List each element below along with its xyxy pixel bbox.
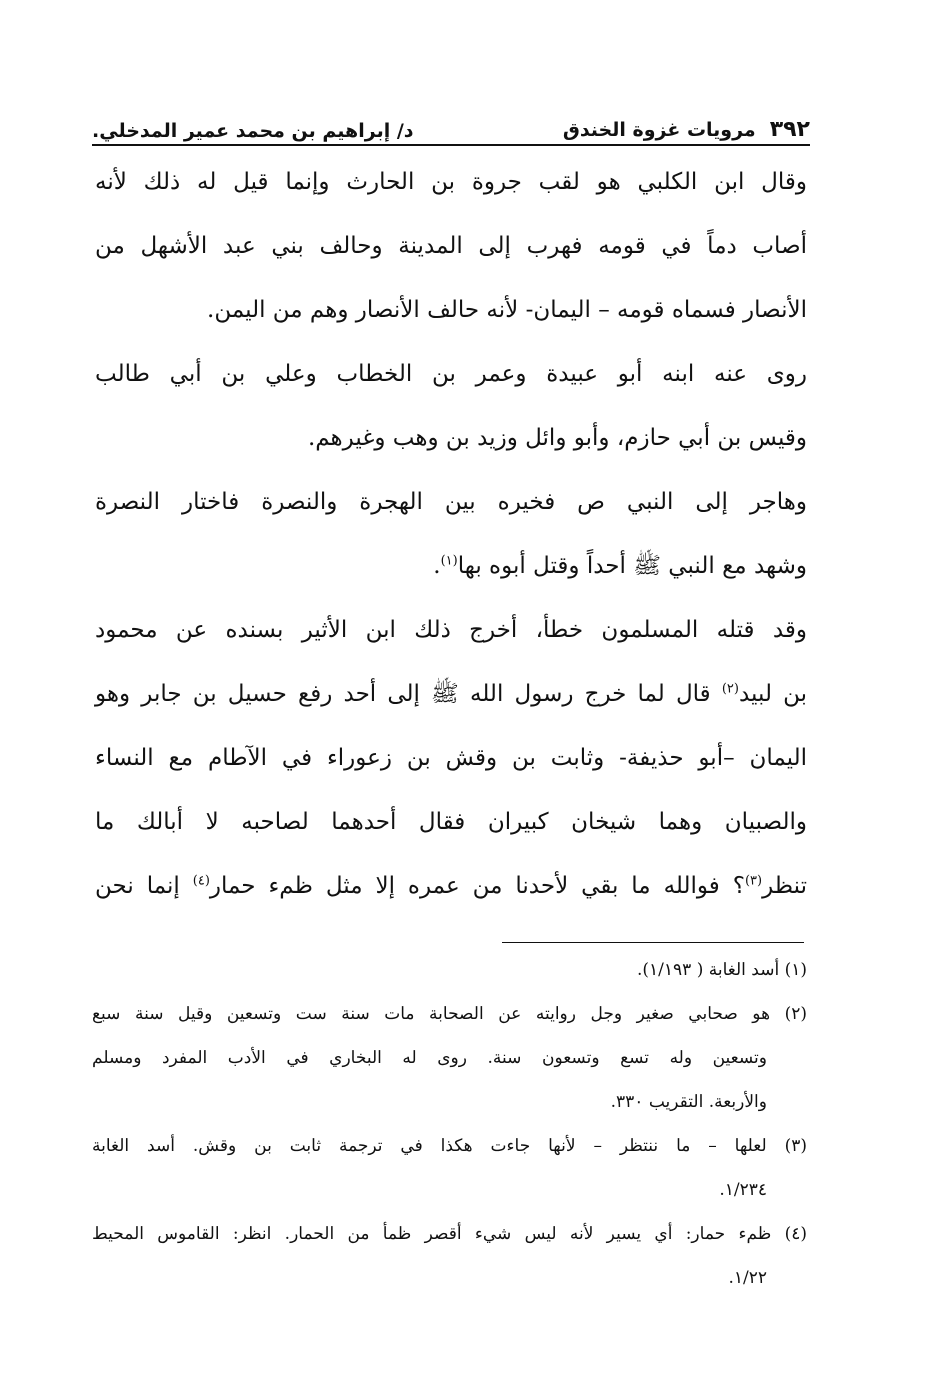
body-line-text: قال لما خرج رسول الله ﷺ إلى أحد رفع حسيل بن جابر وهو [95,681,711,707]
footnote-line: (١) أسد الغابة ( ١/١٩٣). [637,960,807,980]
footnote-ref-2[interactable]: (٢) [721,681,739,697]
body-line: أصاب دماً في قومه فهرب إلى المدينة وحالف بني عبد الأشهل من [95,233,807,259]
main-text [95,150,807,918]
header-right [563,117,810,142]
footnote-line: (٤) ظمء حمار: أي يسير لأنه ليس شيء أقصر ظمأ من الحمار. انظر: القاموس المحيط [92,1224,807,1244]
book-title: مرويات غزوة الخندق [562,119,756,141]
body-line [95,534,807,598]
body-line: اليمان –أبو حذيفة- وثابت بن وقش بن زعوراء في الآطام مع النساء [95,745,807,771]
footnote-1 [92,948,807,992]
body-line: الأنصار فسماه قومه – اليمان- لأنه حالف الأنصار وهم من اليمن. [207,297,807,323]
footnote-ref-3[interactable]: (٣) [744,873,763,889]
body-line: والصبيان وهما شيخان كبيران فقال أحدهما لصاحبه لا أبالك ما [95,809,807,835]
body-line: وهاجر إلى النبي ص فخيره بين الهجرة والنصرة فاختار النصرة [95,489,807,515]
body-line: روى عنه ابنه أبو عبيدة وعمر بن الخطاب وعلي بن أبي طالب [95,361,807,387]
footnote-line: ١/٢٣٤. [719,1180,767,1200]
body-line: وقيس بن أبي حازم، وأبو وائل وزيد بن وهب وغيرهم. [307,425,807,451]
footnote-4 [92,1212,807,1300]
ibn-labid: بن لبيد [738,681,808,707]
body-line-text: ؟ فوالله ما بقي لأحدنا من عمره إلا مثل ظمء حمار [209,873,745,899]
body-line-end: إنما نحن [95,873,180,899]
footnote-ref-1[interactable]: (١) [440,553,458,569]
body-line [95,662,807,726]
page-number: ٣٩٢ [769,117,810,142]
footnote-line: ١/٢٢. [728,1268,767,1288]
footnote-line: وتسعين وله تسع وتسعون سنة. روى له البخاري في الأدب المفرد ومسلم [92,1048,767,1068]
footnote-line: (٣) لعلها – ما ننتظر – لأنها جاءت هكذا في ترجمة ثابت بن وقش. أسد الغابة [92,1136,807,1156]
header-divider [92,144,810,146]
footnotes [92,948,807,1300]
body-line-text: وشهد مع النبي ﷺ أحداً وقتل أبوه بها [457,553,807,579]
running-header [92,108,810,142]
body-line: وقد قتله المسلمون خطأ، أخرج ذلك ابن الأثير بسنده عن محمود [95,617,807,643]
body-line [95,854,807,918]
footnote-divider [502,942,804,943]
footnote-3 [92,1124,807,1212]
footnote-line: (٢) هو صحابي صغير وجل روايته عن الصحابة مات سنة ست وتسعين وقيل سنة سبع [92,1004,807,1024]
body-line: وقال ابن الكلبي هو لقب جروة بن الحارث وإنما قيل له ذلك لأنه [95,169,807,195]
period: . [433,553,441,579]
author-name: د/ إبراهيم بن محمد عمير المدخلي. [92,120,414,142]
tanzur: تنظر [762,873,807,899]
footnote-ref-4[interactable]: (٤) [192,873,210,889]
footnote-line: والأربعة. التقريب ٣٣٠. [610,1092,767,1112]
footnote-2 [92,992,807,1124]
